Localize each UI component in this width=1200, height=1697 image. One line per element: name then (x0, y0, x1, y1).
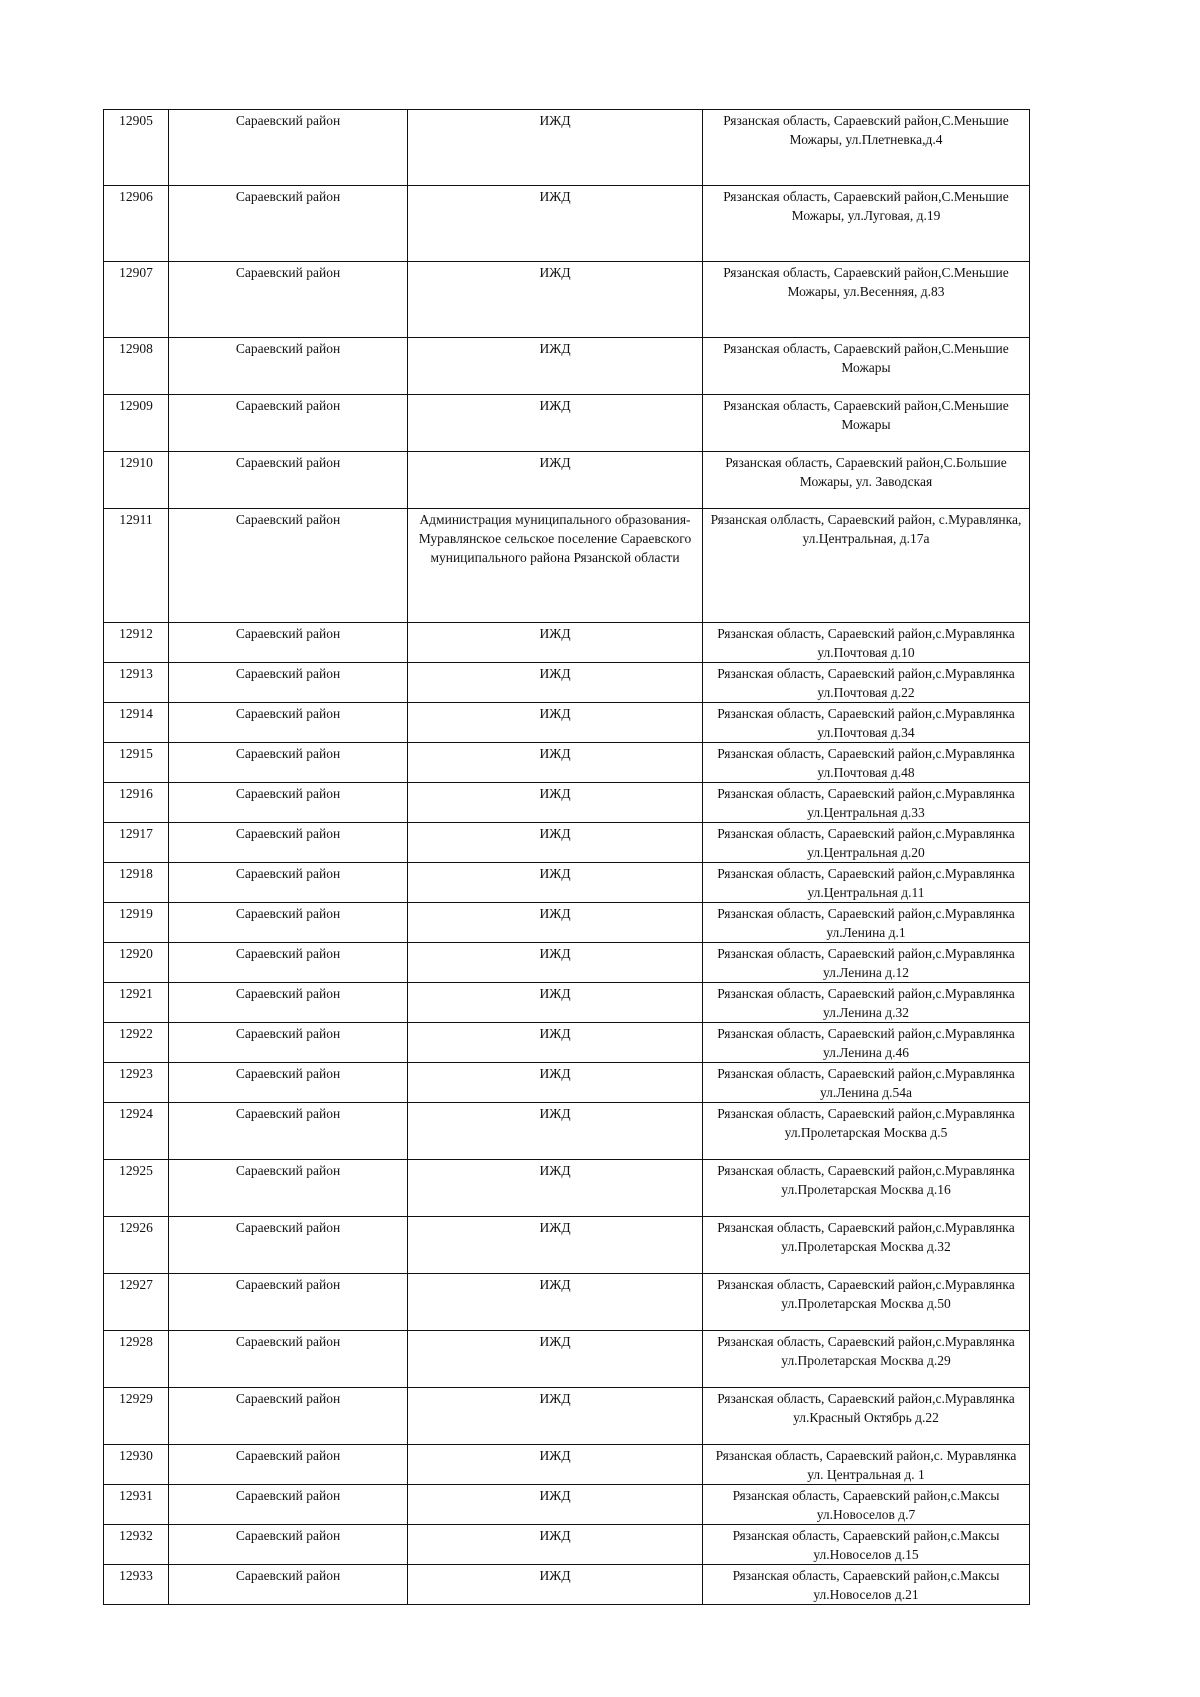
row-number-cell: 12922 (104, 1023, 169, 1063)
row-number-cell: 12919 (104, 903, 169, 943)
row-number-cell: 12908 (104, 338, 169, 395)
district-cell: Сараевский район (169, 186, 408, 262)
district-cell: Сараевский район (169, 1160, 408, 1217)
address-cell: Рязанская олбласть, Сараевский район, с.Муравлянка, ул.Центральная, д.17а (703, 509, 1030, 623)
table-row (104, 783, 1030, 823)
table-row (104, 1331, 1030, 1388)
row-number-cell: 12907 (104, 262, 169, 338)
table-row (104, 452, 1030, 509)
object-type-cell: ИЖД (408, 703, 703, 743)
object-type-cell: ИЖД (408, 1485, 703, 1525)
object-type-cell: ИЖД (408, 395, 703, 452)
row-number-cell: 12909 (104, 395, 169, 452)
row-number-cell: 12929 (104, 1388, 169, 1445)
object-type-cell: ИЖД (408, 452, 703, 509)
object-type-cell: ИЖД (408, 1331, 703, 1388)
district-cell: Сараевский район (169, 395, 408, 452)
table-row (104, 663, 1030, 703)
address-cell: Рязанская область, Сараевский район,с.Муравлянка ул.Пролетарская Москва д.32 (703, 1217, 1030, 1274)
district-cell: Сараевский район (169, 743, 408, 783)
address-cell: Рязанская область, Сараевский район,с.Муравлянка ул.Ленина д.54а (703, 1063, 1030, 1103)
district-cell: Сараевский район (169, 1331, 408, 1388)
object-type-cell: ИЖД (408, 1023, 703, 1063)
address-cell: Рязанская область, Сараевский район,с.Муравлянка ул.Центральная д.20 (703, 823, 1030, 863)
address-cell: Рязанская область, Сараевский район,с.Максы ул.Новоселов д.15 (703, 1525, 1030, 1565)
table-row (104, 1445, 1030, 1485)
address-cell: Рязанская область, Сараевский район,с.Муравлянка ул.Пролетарская Москва д.29 (703, 1331, 1030, 1388)
address-cell: Рязанская область, Сараевский район,с.Муравлянка ул.Центральная д.33 (703, 783, 1030, 823)
object-type-cell: ИЖД (408, 1445, 703, 1485)
address-cell: Рязанская область, Сараевский район,с.Муравлянка ул.Почтовая д.10 (703, 623, 1030, 663)
row-number-cell: 12914 (104, 703, 169, 743)
table-row (104, 110, 1030, 186)
table-row (104, 1063, 1030, 1103)
row-number-cell: 12905 (104, 110, 169, 186)
table-row (104, 509, 1030, 623)
district-cell: Сараевский район (169, 1485, 408, 1525)
district-cell: Сараевский район (169, 1445, 408, 1485)
district-cell: Сараевский район (169, 1063, 408, 1103)
district-cell: Сараевский район (169, 903, 408, 943)
row-number-cell: 12910 (104, 452, 169, 509)
district-cell: Сараевский район (169, 1525, 408, 1565)
table-row (104, 1565, 1030, 1605)
address-cell: Рязанская область, Сараевский район,с.Муравлянка ул.Ленина д.1 (703, 903, 1030, 943)
object-type-cell: ИЖД (408, 663, 703, 703)
address-cell: Рязанская область, Сараевский район,С.Меньшие Можары, ул.Весенняя, д.83 (703, 262, 1030, 338)
table-row (104, 262, 1030, 338)
row-number-cell: 12923 (104, 1063, 169, 1103)
object-type-cell: ИЖД (408, 1217, 703, 1274)
table-row (104, 338, 1030, 395)
object-type-cell: ИЖД (408, 1160, 703, 1217)
district-cell: Сараевский район (169, 338, 408, 395)
district-cell: Сараевский район (169, 703, 408, 743)
row-number-cell: 12926 (104, 1217, 169, 1274)
table-row (104, 943, 1030, 983)
address-cell: Рязанская область, Сараевский район,с.Муравлянка ул.Почтовая д.34 (703, 703, 1030, 743)
address-cell: Рязанская область, Сараевский район,с.Муравлянка ул.Красный Октябрь д.22 (703, 1388, 1030, 1445)
row-number-cell: 12925 (104, 1160, 169, 1217)
table-row (104, 1274, 1030, 1331)
table-row (104, 863, 1030, 903)
table-row (104, 1023, 1030, 1063)
address-cell: Рязанская область, Сараевский район,С.Большие Можары, ул. Заводская (703, 452, 1030, 509)
row-number-cell: 12906 (104, 186, 169, 262)
district-cell: Сараевский район (169, 863, 408, 903)
district-cell: Сараевский район (169, 943, 408, 983)
table-row (104, 1388, 1030, 1445)
object-type-cell: ИЖД (408, 1388, 703, 1445)
table-row (104, 983, 1030, 1023)
table-row (104, 1217, 1030, 1274)
district-cell: Сараевский район (169, 509, 408, 623)
district-cell: Сараевский район (169, 1274, 408, 1331)
object-type-cell: ИЖД (408, 863, 703, 903)
table-row (104, 1160, 1030, 1217)
row-number-cell: 12918 (104, 863, 169, 903)
district-cell: Сараевский район (169, 1023, 408, 1063)
row-number-cell: 12930 (104, 1445, 169, 1485)
object-type-cell: ИЖД (408, 186, 703, 262)
table-row (104, 1485, 1030, 1525)
object-type-cell: ИЖД (408, 1565, 703, 1605)
table-row (104, 1103, 1030, 1160)
address-cell: Рязанская область, Сараевский район,с.Муравлянка ул.Почтовая д.22 (703, 663, 1030, 703)
address-cell: Рязанская область, Сараевский район,С.Меньшие Можары (703, 338, 1030, 395)
row-number-cell: 12916 (104, 783, 169, 823)
district-cell: Сараевский район (169, 110, 408, 186)
district-cell: Сараевский район (169, 663, 408, 703)
district-cell: Сараевский район (169, 1388, 408, 1445)
table-row (104, 186, 1030, 262)
object-type-cell: ИЖД (408, 1274, 703, 1331)
district-cell: Сараевский район (169, 1217, 408, 1274)
row-number-cell: 12931 (104, 1485, 169, 1525)
address-cell: Рязанская область, Сараевский район,с.Муравлянка ул.Пролетарская Москва д.50 (703, 1274, 1030, 1331)
address-cell: Рязанская область, Сараевский район,с.Максы ул.Новоселов д.7 (703, 1485, 1030, 1525)
object-type-cell: ИЖД (408, 110, 703, 186)
row-number-cell: 12927 (104, 1274, 169, 1331)
table-row (104, 623, 1030, 663)
district-cell: Сараевский район (169, 1103, 408, 1160)
object-type-cell: ИЖД (408, 783, 703, 823)
object-type-cell: ИЖД (408, 743, 703, 783)
address-cell: Рязанская область, Сараевский район,с.Максы ул.Новоселов д.21 (703, 1565, 1030, 1605)
row-number-cell: 12913 (104, 663, 169, 703)
address-cell: Рязанская область, Сараевский район,с.Муравлянка ул.Центральная д.11 (703, 863, 1030, 903)
object-type-cell: ИЖД (408, 338, 703, 395)
table-row (104, 743, 1030, 783)
row-number-cell: 12920 (104, 943, 169, 983)
table-row (104, 703, 1030, 743)
object-type-cell: ИЖД (408, 262, 703, 338)
address-cell: Рязанская область, Сараевский район,С.Меньшие Можары (703, 395, 1030, 452)
row-number-cell: 12912 (104, 623, 169, 663)
district-cell: Сараевский район (169, 983, 408, 1023)
address-cell: Рязанская область, Сараевский район,с.Муравлянка ул.Почтовая д.48 (703, 743, 1030, 783)
object-type-cell: ИЖД (408, 1525, 703, 1565)
object-type-cell: Администрация муниципального образования-Муравлянское сельское поселение Сараевского муниципального района Рязанской области (408, 509, 703, 623)
address-cell: Рязанская область, Сараевский район,С.Меньшие Можары, ул.Плетневка,д.4 (703, 110, 1030, 186)
district-cell: Сараевский район (169, 1565, 408, 1605)
row-number-cell: 12933 (104, 1565, 169, 1605)
table-row (104, 1525, 1030, 1565)
district-cell: Сараевский район (169, 783, 408, 823)
registry-table-body (104, 110, 1030, 1605)
district-cell: Сараевский район (169, 623, 408, 663)
registry-table (103, 109, 1030, 1605)
district-cell: Сараевский район (169, 262, 408, 338)
row-number-cell: 12932 (104, 1525, 169, 1565)
address-cell: Рязанская область, Сараевский район,С.Меньшие Можары, ул.Луговая, д.19 (703, 186, 1030, 262)
address-cell: Рязанская область, Сараевский район,с.Муравлянка ул.Ленина д.12 (703, 943, 1030, 983)
row-number-cell: 12928 (104, 1331, 169, 1388)
address-cell: Рязанская область, Сараевский район,с.Муравлянка ул.Пролетарская Москва д.5 (703, 1103, 1030, 1160)
object-type-cell: ИЖД (408, 823, 703, 863)
table-row (104, 903, 1030, 943)
row-number-cell: 12924 (104, 1103, 169, 1160)
row-number-cell: 12921 (104, 983, 169, 1023)
row-number-cell: 12911 (104, 509, 169, 623)
table-row (104, 823, 1030, 863)
row-number-cell: 12915 (104, 743, 169, 783)
object-type-cell: ИЖД (408, 943, 703, 983)
table-row (104, 395, 1030, 452)
object-type-cell: ИЖД (408, 1063, 703, 1103)
object-type-cell: ИЖД (408, 1103, 703, 1160)
district-cell: Сараевский район (169, 452, 408, 509)
address-cell: Рязанская область, Сараевский район,с.Муравлянка ул.Пролетарская Москва д.16 (703, 1160, 1030, 1217)
row-number-cell: 12917 (104, 823, 169, 863)
object-type-cell: ИЖД (408, 623, 703, 663)
address-cell: Рязанская область, Сараевский район,с. Муравлянка ул. Центральная д. 1 (703, 1445, 1030, 1485)
address-cell: Рязанская область, Сараевский район,с.Муравлянка ул.Ленина д.32 (703, 983, 1030, 1023)
address-cell: Рязанская область, Сараевский район,с.Муравлянка ул.Ленина д.46 (703, 1023, 1030, 1063)
district-cell: Сараевский район (169, 823, 408, 863)
object-type-cell: ИЖД (408, 903, 703, 943)
object-type-cell: ИЖД (408, 983, 703, 1023)
